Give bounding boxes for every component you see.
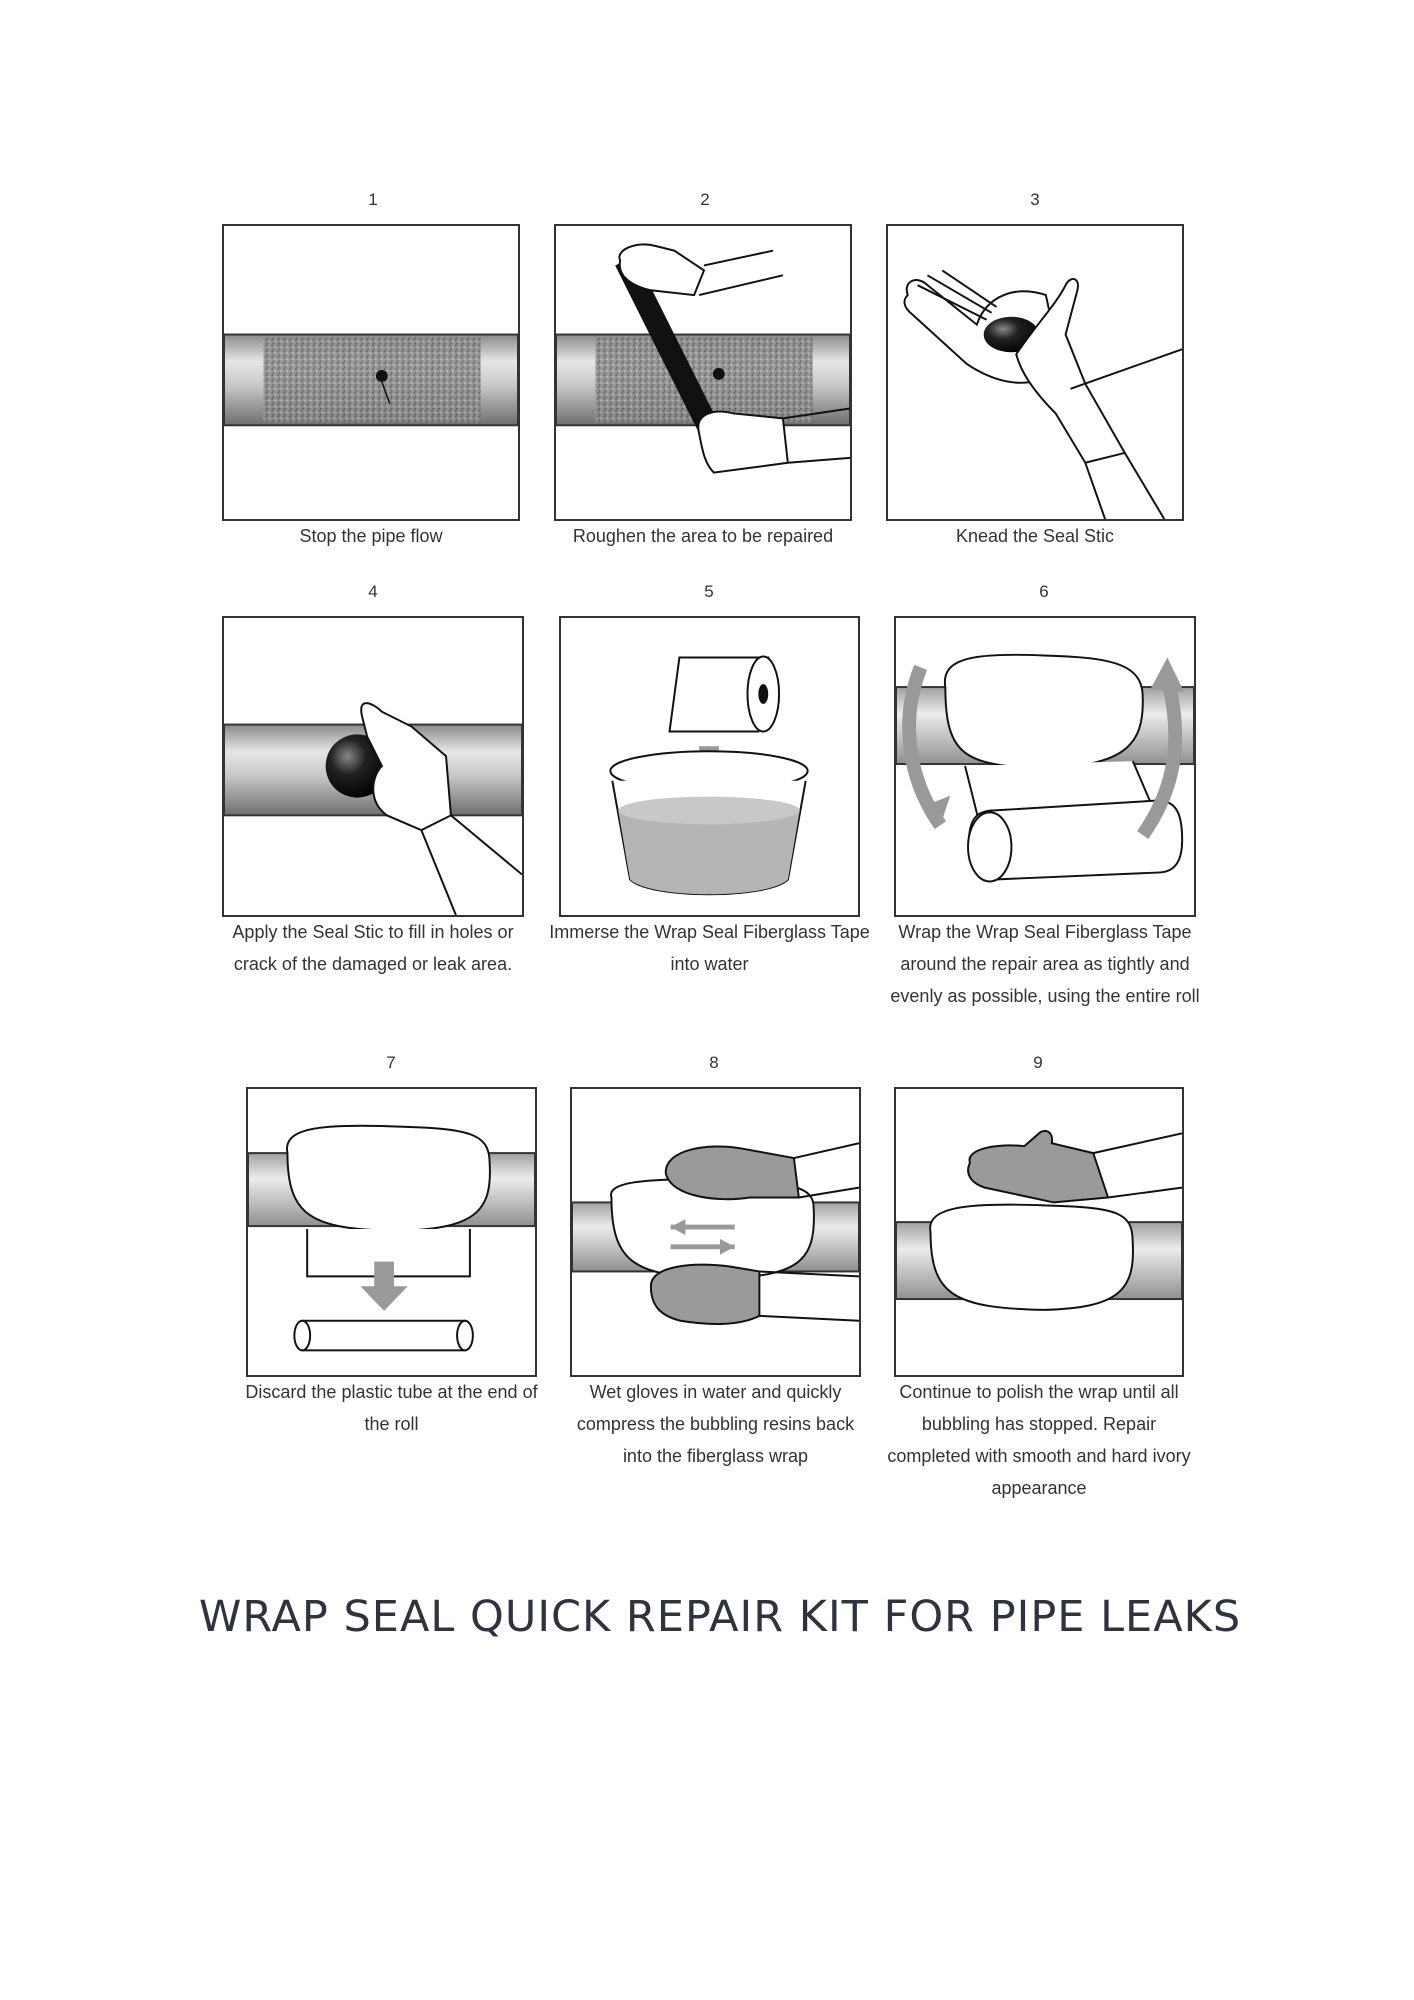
step-caption: Apply the Seal Stic to fill in holes or crack of the damaged or leak area. [232,922,514,974]
step-caption: Knead the Seal Stic [955,526,1115,546]
step-number: 5 [704,582,714,601]
step-number: 9 [1033,1053,1043,1072]
step-caption: Immerse the Wrap Seal Fiberglass Tape into water [549,922,870,974]
step-caption: Stop the pipe flow [299,526,443,546]
page-title: WRAP SEAL QUICK REPAIR KIT FOR PIPE LEAKS [198,1592,1242,1642]
hands-kneading-illustration [886,224,1184,521]
step-number: 2 [700,190,710,209]
step-number: 3 [1030,190,1040,209]
tape-roll-into-bucket-illustration [559,616,860,917]
step-caption: Continue to polish the wrap until all bubbling has stopped. Repair completed with smooth and hard ivory appearance [887,1382,1191,1498]
discard-tube-illustration [246,1087,537,1377]
step-number: 7 [386,1053,396,1072]
wrapping-tape-illustration [894,616,1196,917]
step-caption: Discard the plastic tube at the end of the roll [245,1382,538,1434]
step-caption: Roughen the area to be repaired [572,526,834,546]
roughening-tool-illustration [554,224,852,521]
pipe-leak-illustration [222,224,520,521]
step-number: 1 [368,190,378,209]
step-number: 4 [368,582,378,601]
hand-applying-putty-illustration [222,616,524,917]
step-caption: Wrap the Wrap Seal Fiberglass Tape around the repair area as tightly and evenly as possible, using the entire roll [890,922,1200,1006]
step-caption: Wet gloves in water and quickly compress the bubbling resins back into the fiberglass wrap [576,1382,855,1466]
step-number: 8 [709,1053,719,1072]
gloved-hand-polishing-illustration [894,1087,1184,1377]
gloved-hands-compressing-illustration [570,1087,861,1377]
step-number: 6 [1039,582,1049,601]
